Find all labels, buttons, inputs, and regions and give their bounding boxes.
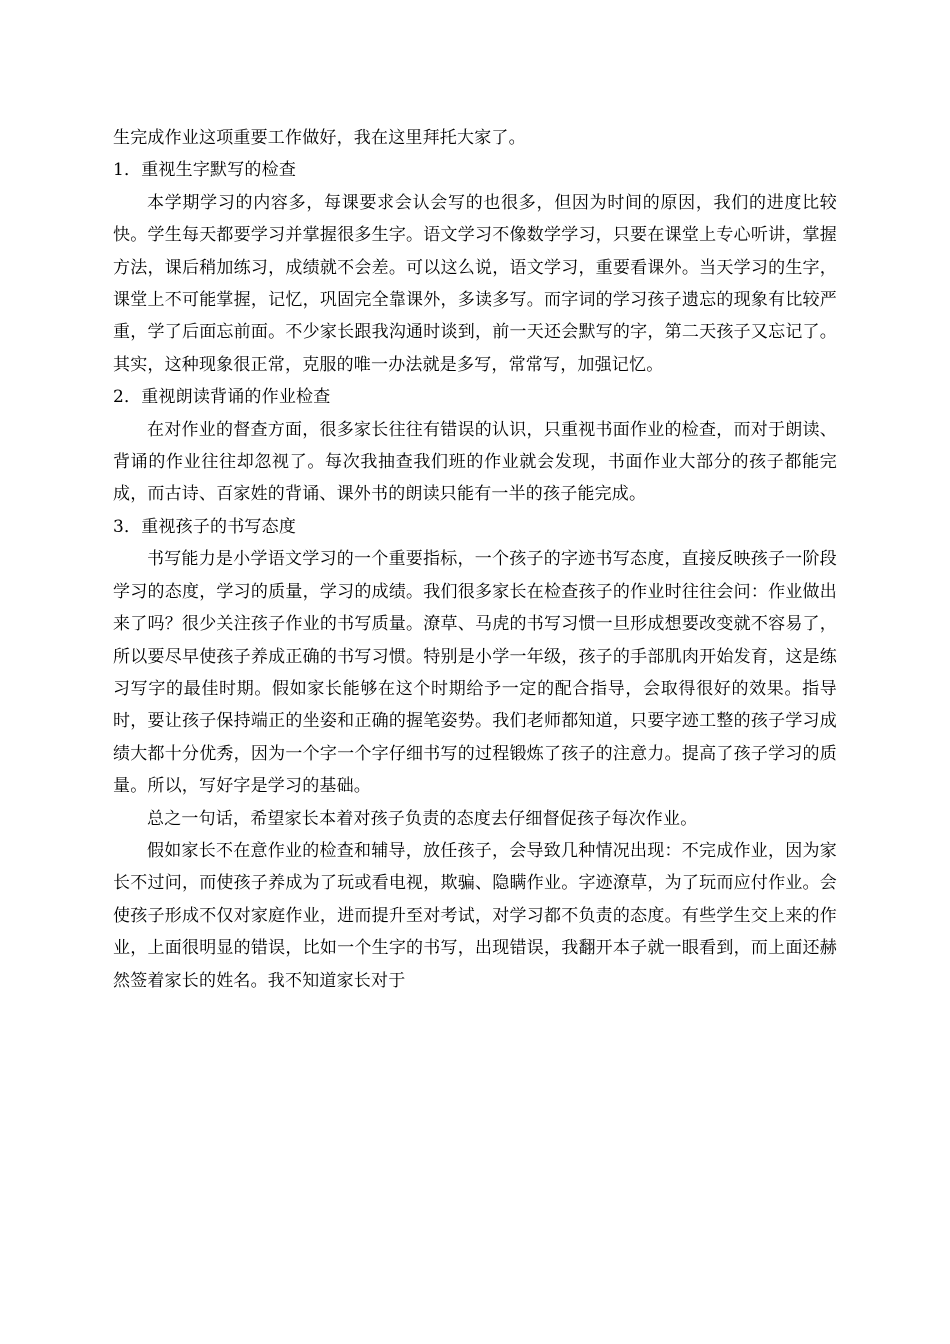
section-heading-2: 2．重视朗读背诵的作业检查 (113, 387, 331, 408)
section-heading-3: 3．重视孩子的书写态度 (113, 516, 297, 537)
section-3-paragraph: 书写能力是小学语文学习的一个重要指标，一个孩子的字迹书写态度，直接反映孩子一阶段学习的态度，学习的质量，学习的成绩。我们很多家长在检查孩子的作业时往往会问：作业做出来了吗？很少关注孩子作业的书写质量。潦草、马虎的书写习惯一旦形成想要改变就不容易了，所以要尽早使孩子养成正确的书写习惯。特别是小学一年级，孩子的手部肌肉开始发育，这是练习写字的最佳时期。假如家长能够在这个时期给予一定的配合指导，会取得很好的效果。指导时，要让孩子保持端正的坐姿和正确的握笔姿势。我们老师都知道，只要字迹工整的孩子学习成绩大都十分优秀，因为一个字一个字仔细书写的过程锻炼了孩子的注意力。提高了孩子学习的质量。所以，写好字是学习的基础。 (113, 549, 837, 797)
consequence-paragraph: 假如家长不在意作业的检查和辅导，放任孩子，会导致几种情况出现：不完成作业，因为家长不过问，而使孩子养成为了玩或看电视，欺骗、隐瞒作业。字迹潦草，为了玩而应付作业。会使孩子形成不仅对家庭作业，进而提升至对考试，对学习都不负责的态度。有些学生交上来的作业，上面很明显的错误，比如一个生字的书写，出现错误，我翻开本子就一眼看到，而上面还赫然签着家长的姓名。我不知道家长对于 (113, 840, 837, 991)
continuation-paragraph: 生完成作业这项重要工作做好，我在这里拜托大家了。 (113, 128, 526, 148)
section-2-paragraph: 在对作业的督查方面，很多家长往往有错误的认识，只重视书面作业的检查，而对于朗读、背诵的作业往往却忽视了。每次我抽查我们班的作业就会发现，书面作业大部分的孩子都能完成，而古诗、百家姓的背诵、课外书的朗读只能有一半的孩子能完成。 (113, 419, 837, 505)
summary-paragraph: 总之一句话，希望家长本着对孩子负责的态度去仔细督促孩子每次作业。 (147, 808, 698, 829)
section-1-paragraph: 本学期学习的内容多，每课要求会认会写的也很多，但因为时间的原因，我们的进度比较快。学生每天都要学习并掌握很多生字。语文学习不像数学学习，只要在课堂上专心听讲，掌握方法，课后稍加练习，成绩就不会差。可以这么说，语文学习，重要看课外。当天学习的生字，课堂上不可能掌握，记忆，巩固完全靠课外，多读多写。而字词的学习孩子遗忘的现象有比较严重，学了后面忘前面。不少家长跟我沟通时谈到，前一天还会默写的字，第二天孩子又忘记了。其实，这种现象很正常，克服的唯一办法就是多写，常常写，加强记忆。 (113, 192, 837, 375)
section-heading-1: 1．重视生字默写的检查 (113, 160, 297, 181)
document-body (113, 122, 837, 997)
